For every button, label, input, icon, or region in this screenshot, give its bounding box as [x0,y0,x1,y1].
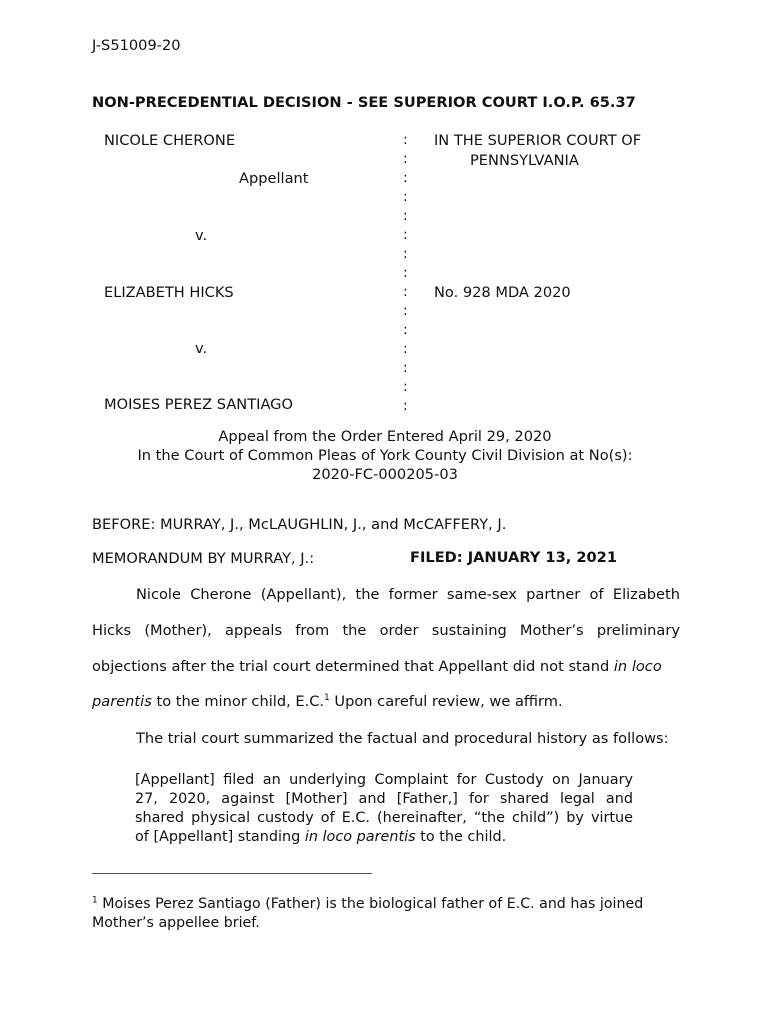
italic-text: in loco [613,658,662,675]
caption-colon: : [403,208,408,224]
caption-colon: : [403,379,408,395]
court-name-line2: PENNSYLVANIA [470,152,579,169]
party-father-name: MOISES PEREZ SANTIAGO [104,396,293,413]
appellant-label: Appellant [239,170,309,187]
quote-text: to the child. [415,829,507,845]
caption-colon: : [403,132,408,148]
court-name-line1: IN THE SUPERIOR COURT OF [434,132,642,149]
body-text: objections after the trial court determined that Appellant did not stand [92,658,614,675]
body-line: Nicole Cherone (Appellant), the former same-sex partner of Elizabeth [136,586,680,603]
versus-label-2: v. [195,340,208,357]
appeal-line-1: Appeal from the Order Entered April 29, 2020 [218,428,552,445]
quote-line: 27, 2020, against [Mother] and [Father,] for shared legal and [135,791,633,807]
quote-text: of [Appellant] standing [135,829,305,845]
party-mother-name: ELIZABETH HICKS [104,284,234,301]
quote-line: [Appellant] filed an underlying Complaint for Custody on January [135,772,633,788]
caption-colon: : [403,265,408,281]
body-line: Hicks (Mother), appeals from the order sustaining Mother’s preliminary [92,622,680,639]
caption-colon: : [403,398,408,414]
body-text: Upon careful review, we affirm. [329,693,563,710]
caption-colon: : [403,341,408,357]
caption-colon: : [403,360,408,376]
footnote-number: 1 [92,895,98,906]
italic-text: in loco parentis [304,829,416,845]
document-id: J-S51009-20 [92,37,181,54]
party-appellant-name: NICOLE CHERONE [104,132,236,149]
memorandum-by: MEMORANDUM BY MURRAY, J.: [92,550,315,567]
quote-line [135,828,633,847]
docket-number: No. 928 MDA 2020 [434,284,571,301]
versus-label-1: v. [195,227,208,244]
footnote-line: Mother’s appellee brief. [92,915,260,931]
quote-line: shared physical custody of E.C. (hereinafter, “the child”) by virtue [135,810,633,826]
caption-colon: : [403,303,408,319]
footnote-separator [92,873,372,874]
decision-heading: NON-PRECEDENTIAL DECISION - SEE SUPERIOR COURT I.O.P. 65.37 [92,94,636,111]
filed-date: FILED: JANUARY 13, 2021 [410,549,617,566]
italic-text: parentis [92,693,152,710]
body-line [92,658,662,675]
caption-colon: : [403,170,408,186]
caption-colon: : [403,227,408,243]
footnote [92,895,692,933]
before-panel: BEFORE: MURRAY, J., McLAUGHLIN, J., and McCAFFERY, J. [92,516,507,533]
body-text: to the minor child, E.C. [151,693,325,710]
appeal-line-3: 2020-FC-000205-03 [312,466,458,483]
caption-colon: : [403,246,408,262]
caption-colon: : [403,322,408,338]
caption-colon: : [403,151,408,167]
caption-colon: : [403,189,408,205]
footnote-line [92,895,692,914]
body-paragraph-2: The trial court summarized the factual and procedural history as follows: [136,730,669,747]
block-quote [135,771,633,847]
body-line [92,693,563,710]
appeal-line-2: In the Court of Common Pleas of York County Civil Division at No(s): [137,447,633,464]
footnote-text: Moises Perez Santiago (Father) is the biological father of E.C. and has joined [97,896,644,912]
footnote-reference[interactable]: 1 [324,693,330,704]
caption-colon: : [403,284,408,300]
